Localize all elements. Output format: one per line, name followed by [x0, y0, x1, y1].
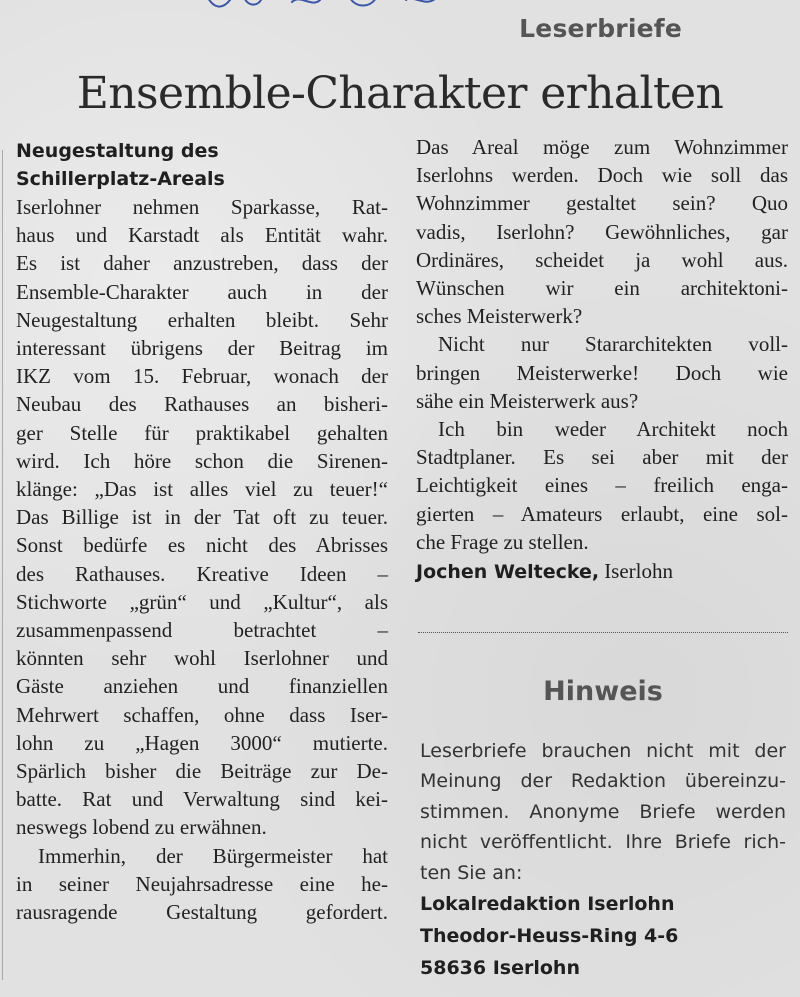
dotted-divider — [418, 632, 788, 633]
address-line: 58636 Iserlohn — [420, 957, 580, 980]
text-line: gierten – Amateurs erlaubt, eine sol- — [416, 501, 788, 526]
letter-body-right — [416, 133, 788, 556]
text-line: Gäste anziehen und finanziellen — [16, 674, 388, 699]
author-city: Iserlohn — [604, 559, 674, 584]
text-line: Ordinäres, scheidet ja wohl aus. — [416, 247, 788, 272]
headline: Ensemble-Charakter erhalten — [76, 68, 724, 119]
text-line: sähe ein Meisterwerk aus? — [416, 388, 639, 413]
text-line: rausragende Gestaltung gefordert. — [16, 900, 388, 925]
address-line: Lokalredaktion Iserlohn — [420, 893, 675, 916]
text-line: Leichtigkeit eines – freilich enga- — [416, 473, 788, 498]
text-line: ger Stelle für praktikabel gehalten — [16, 420, 388, 445]
text-line: Das Billige ist in der Tat oft zu teuer. — [16, 505, 388, 530]
section-label: Leserbriefe — [519, 14, 682, 43]
text-line: bringen Meisterwerke! Doch wie — [416, 360, 788, 385]
text-line: Iserlohner nehmen Sparkasse, Rat- — [16, 195, 388, 219]
text-line: batte. Rat und Verwaltung sind kei- — [16, 787, 388, 812]
text-line: Es ist daher anzustreben, dass der — [16, 251, 388, 276]
text-line: Ich bin weder Architekt noch — [438, 417, 788, 442]
text-line: neswegs lobend zu erwähnen. — [16, 815, 267, 840]
subhead-line: Schillerplatz-Areals — [16, 168, 225, 190]
column-edge — [2, 150, 3, 980]
hint-line: Leserbriefe brauchen nicht mit der — [420, 740, 786, 762]
text-line: Neugestaltung erhalten bleibt. Sehr — [16, 307, 388, 332]
text-line: Immerhin, der Bürgermeister hat — [38, 843, 388, 868]
author-name: Jochen Weltecke, — [416, 561, 600, 584]
hint-notice — [420, 736, 786, 984]
address-line: Theodor-Heuss-Ring 4-6 — [420, 925, 679, 948]
text-line: Wünschen wir ein architektoni- — [416, 276, 788, 301]
letter-right-column — [416, 133, 788, 588]
text-line: IKZ vom 15. Februar, wonach der — [16, 364, 388, 389]
hint-line: Meinung der Redaktion übereinzu- — [420, 770, 786, 793]
text-line: Stichworte „grün“ und „Kultur“, als — [16, 589, 388, 614]
text-line: wird. Ich höre schon die Sirenen- — [16, 448, 388, 473]
text-line: che Frage zu stellen. — [416, 529, 589, 554]
text-line: könnten sehr wohl Iserlohner und — [16, 646, 388, 671]
text-line: Wohnzimmer gestaltet sein? Quo — [416, 191, 788, 216]
text-line: zusammenpassend betrachtet – — [16, 618, 388, 643]
hint-title: Hinweis — [543, 676, 663, 707]
text-line: haus und Karstadt als Entität wahr. — [16, 223, 388, 248]
text-line: sches Meisterwerk? — [416, 304, 583, 329]
text-line: des Rathauses. Kreative Ideen – — [16, 561, 388, 586]
letter-left-column — [16, 137, 388, 926]
text-line: Iserlohns werden. Doch wie soll das — [416, 163, 788, 188]
letter-signature — [416, 556, 788, 588]
hint-line: ten Sie an: — [420, 861, 523, 884]
subhead-line: Neugestaltung des — [16, 140, 219, 162]
text-line: Spärlich bisher die Beiträge zur De- — [16, 759, 388, 784]
text-line: Neubau des Rathauses an bisheri- — [16, 392, 388, 417]
text-line: vadis, Iserlohn? Gewöhnliches, gar — [416, 219, 788, 244]
text-line: Stadtplaner. Es sei aber mit der — [416, 445, 788, 470]
text-line: in seiner Neujahrsadresse eine he- — [16, 871, 388, 896]
text-line: Ensemble-Charakter auch in der — [16, 279, 388, 304]
text-line: interessant übrigens der Beitrag im — [16, 336, 388, 361]
text-line: Mehrwert schaffen, ohne dass Iser- — [16, 702, 388, 727]
text-line: Das Areal möge zum Wohnzimmer — [416, 135, 788, 159]
text-line: Sonst bedürfe es nicht des Abrisses — [16, 533, 388, 558]
letter-body-left — [16, 193, 388, 926]
handwritten-pen-mark — [200, 0, 460, 16]
text-line: klänge: „Das ist alles viel zu teuer!“ — [16, 477, 388, 502]
letter-subhead — [16, 137, 388, 193]
hint-line: stimmen. Anonyme Briefe werden — [420, 800, 786, 823]
text-line: Nicht nur Stararchitekten voll- — [438, 332, 788, 357]
hint-line: nicht veröffentlicht. Ihre Briefe rich- — [420, 831, 786, 854]
text-line: lohn zu „Hagen 3000“ mutierte. — [16, 730, 388, 755]
